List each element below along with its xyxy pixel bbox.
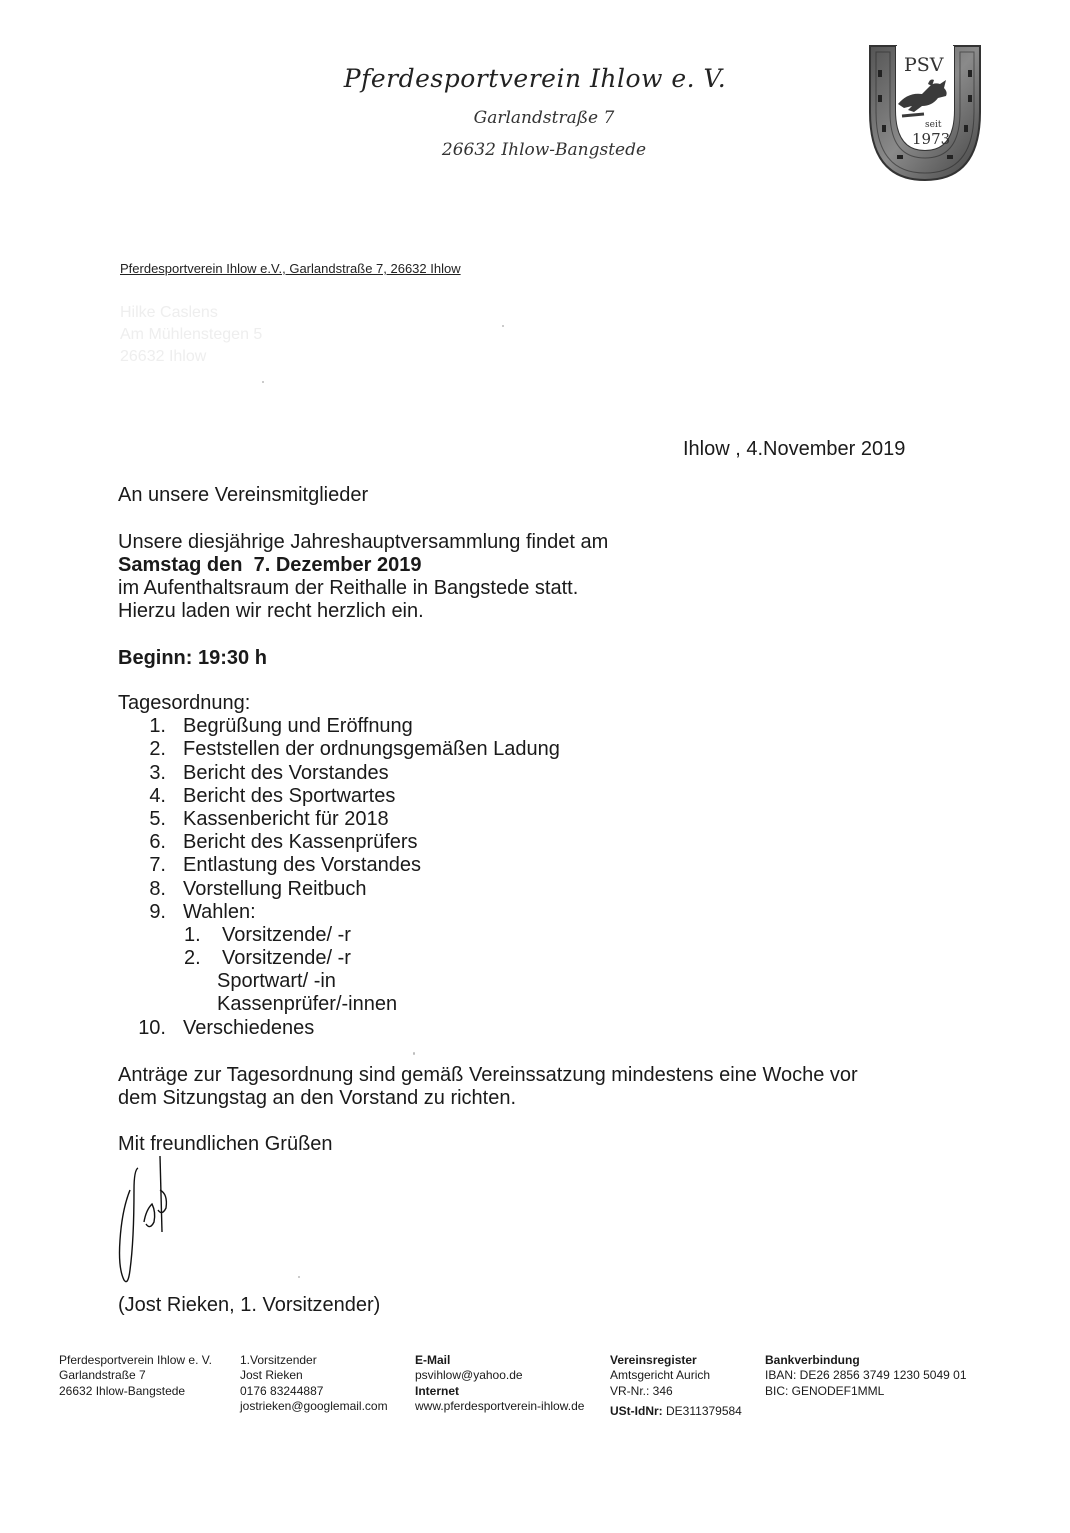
agenda-sub-item-label: Kassenprüfer/-innen: [217, 993, 398, 1016]
vat-id: [610, 1404, 742, 1419]
recipient-line: Am Mühlenstegen 5: [120, 326, 263, 343]
agenda-sub-item: [118, 923, 351, 947]
recipient-line: Hilke Caslens: [120, 304, 218, 321]
agenda-heading: Tagesordnung:: [118, 692, 251, 714]
agenda-item-label: Begrüßung und Eröffnung: [183, 715, 413, 738]
invitation-line: Hierzu laden wir recht herzlich ein.: [118, 600, 424, 622]
agenda-item: [118, 784, 396, 808]
agenda-sub-item-label: Vorsitzende/ -r: [222, 923, 351, 946]
agenda-item-label: Vorstellung Reitbuch: [183, 877, 367, 900]
footer-column-bank: [765, 1353, 967, 1399]
invitation-line: im Aufenthaltsraum der Reithalle in Bangstede statt.: [118, 577, 579, 599]
agenda-item-label: Bericht des Kassenprüfers: [183, 831, 418, 854]
agenda-item-number: 7.: [149, 854, 166, 877]
agenda-item-number: 9.: [149, 900, 166, 923]
scan-speck: [413, 1052, 415, 1055]
footer-text: Amtsgericht Aurich: [610, 1368, 711, 1383]
footer-column-address: [59, 1353, 212, 1399]
agenda-item: [118, 1016, 315, 1040]
sender-address-line: Pferdesportverein Ihlow e.V., Garlandstraße 7, 26632 Ihlow: [120, 261, 461, 276]
agenda: [118, 692, 560, 1040]
logo-text-seit: seit: [925, 120, 942, 130]
agenda-item-number: 4.: [149, 784, 166, 807]
agenda-sub-item-number: 1.: [184, 923, 201, 946]
footer-label: USt-IdNr:: [610, 1404, 663, 1419]
invitation-paragraph: [118, 531, 978, 623]
footer-label: Bankverbindung: [765, 1353, 860, 1367]
agenda-item-label: Bericht des Vorstandes: [183, 761, 389, 784]
scan-speck: [298, 1276, 300, 1278]
agenda-item: [118, 854, 421, 877]
website-link[interactable]: www.pferdesportverein-ihlow.de: [415, 1399, 585, 1414]
scan-speck: [502, 325, 504, 327]
recipient-line: 26632 Ihlow: [120, 348, 207, 365]
footer-text: VR-Nr.: 346: [610, 1383, 673, 1398]
agenda-item: [118, 807, 389, 831]
footer-text: IBAN: DE26 2856 3749 1230 5049 01: [765, 1368, 967, 1383]
agenda-item-label: Bericht des Sportwartes: [183, 784, 396, 807]
closing-line: Anträge zur Tagesordnung sind gemäß Vereinssatzung mindestens eine Woche vor: [118, 1064, 858, 1086]
footer-text: 1.Vorsitzender: [240, 1353, 317, 1367]
footer-text: DE311379584: [666, 1404, 742, 1419]
logo-text-psv: PSV: [904, 54, 944, 76]
start-time: Beginn: 19:30 h: [118, 647, 267, 669]
agenda-item: [118, 877, 367, 901]
footer-text: Pferdesportverein Ihlow e. V.: [59, 1353, 212, 1367]
agenda-sub-item: [118, 947, 351, 970]
footer-text: 26632 Ihlow-Bangstede: [59, 1383, 186, 1398]
agenda-item-label: Feststellen der ordnungsgemäßen Ladung: [183, 738, 560, 761]
agenda-item-number: 8.: [149, 877, 166, 900]
recipient-address: [120, 302, 262, 368]
handwritten-signature: [110, 1150, 200, 1290]
footer-text: Garlandstraße 7: [59, 1368, 146, 1383]
footer-text: Jost Rieken: [240, 1368, 303, 1383]
scan-speck: [262, 381, 264, 383]
agenda-sub-item-continuation: [118, 993, 398, 1016]
agenda-item: [118, 761, 389, 785]
agenda-item-label: Kassenbericht für 2018: [183, 807, 389, 830]
organization-city: 26632 Ihlow-Bangstede: [441, 140, 647, 160]
footer-column-contact: [415, 1353, 584, 1415]
closing-line: dem Sitzungstag an den Vorstand zu richten.: [118, 1087, 517, 1109]
agenda-sub-item-number: 2.: [184, 947, 201, 970]
agenda-item-number: 1.: [149, 715, 166, 738]
meeting-date: Samstag den 7. Dezember 2019: [118, 554, 422, 576]
agenda-item-number: 5.: [149, 807, 166, 830]
salutation: An unsere Vereinsmitglieder: [118, 484, 369, 506]
closing-paragraph: [118, 1064, 978, 1110]
club-email-link[interactable]: psvihlow@yahoo.de: [415, 1368, 523, 1383]
agenda-item-label: Wahlen:: [183, 900, 256, 923]
letter-date: Ihlow , 4.November 2019: [683, 438, 906, 460]
agenda-sub-item-continuation: [118, 970, 336, 993]
agenda-item-number: 2.: [149, 738, 166, 761]
agenda-item-number: 3.: [149, 761, 166, 784]
agenda-item-number: 10.: [138, 1016, 166, 1039]
agenda-sub-item-label: Sportwart/ -in: [217, 970, 336, 993]
invitation-line: Unsere diesjährige Jahreshauptversammlung findet am: [118, 531, 609, 553]
agenda-sub-item-label: Vorsitzende/ -r: [222, 947, 351, 970]
greeting: Mit freundlichen Grüßen: [118, 1133, 333, 1155]
agenda-item: [118, 715, 413, 738]
organization-street: Garlandstraße 7: [473, 108, 615, 128]
agenda-item: [118, 831, 418, 854]
footer-label: E-Mail: [415, 1353, 451, 1367]
footer-label: Internet: [415, 1383, 460, 1398]
agenda-item: [118, 738, 560, 761]
footer-label: Vereinsregister: [610, 1353, 697, 1367]
footer-text: 0176 83244887: [240, 1383, 324, 1398]
chairman-email-link[interactable]: jostrieken@googlemail.com: [240, 1399, 388, 1414]
agenda-item-label: Verschiedenes: [183, 1016, 315, 1039]
agenda-item-label: Entlastung des Vorstandes: [183, 854, 421, 877]
logo-text-year: 1973: [912, 130, 951, 148]
signatory-name: (Jost Rieken, 1. Vorsitzender): [118, 1294, 381, 1316]
agenda-item: [118, 900, 256, 924]
footer-text: BIC: GENODEF1MML: [765, 1383, 885, 1398]
agenda-item-number: 6.: [149, 831, 166, 854]
organization-name: Pferdesportverein Ihlow e. V.: [343, 64, 727, 93]
footer-column-register: [610, 1353, 742, 1420]
footer-column-chairman: [240, 1353, 388, 1415]
